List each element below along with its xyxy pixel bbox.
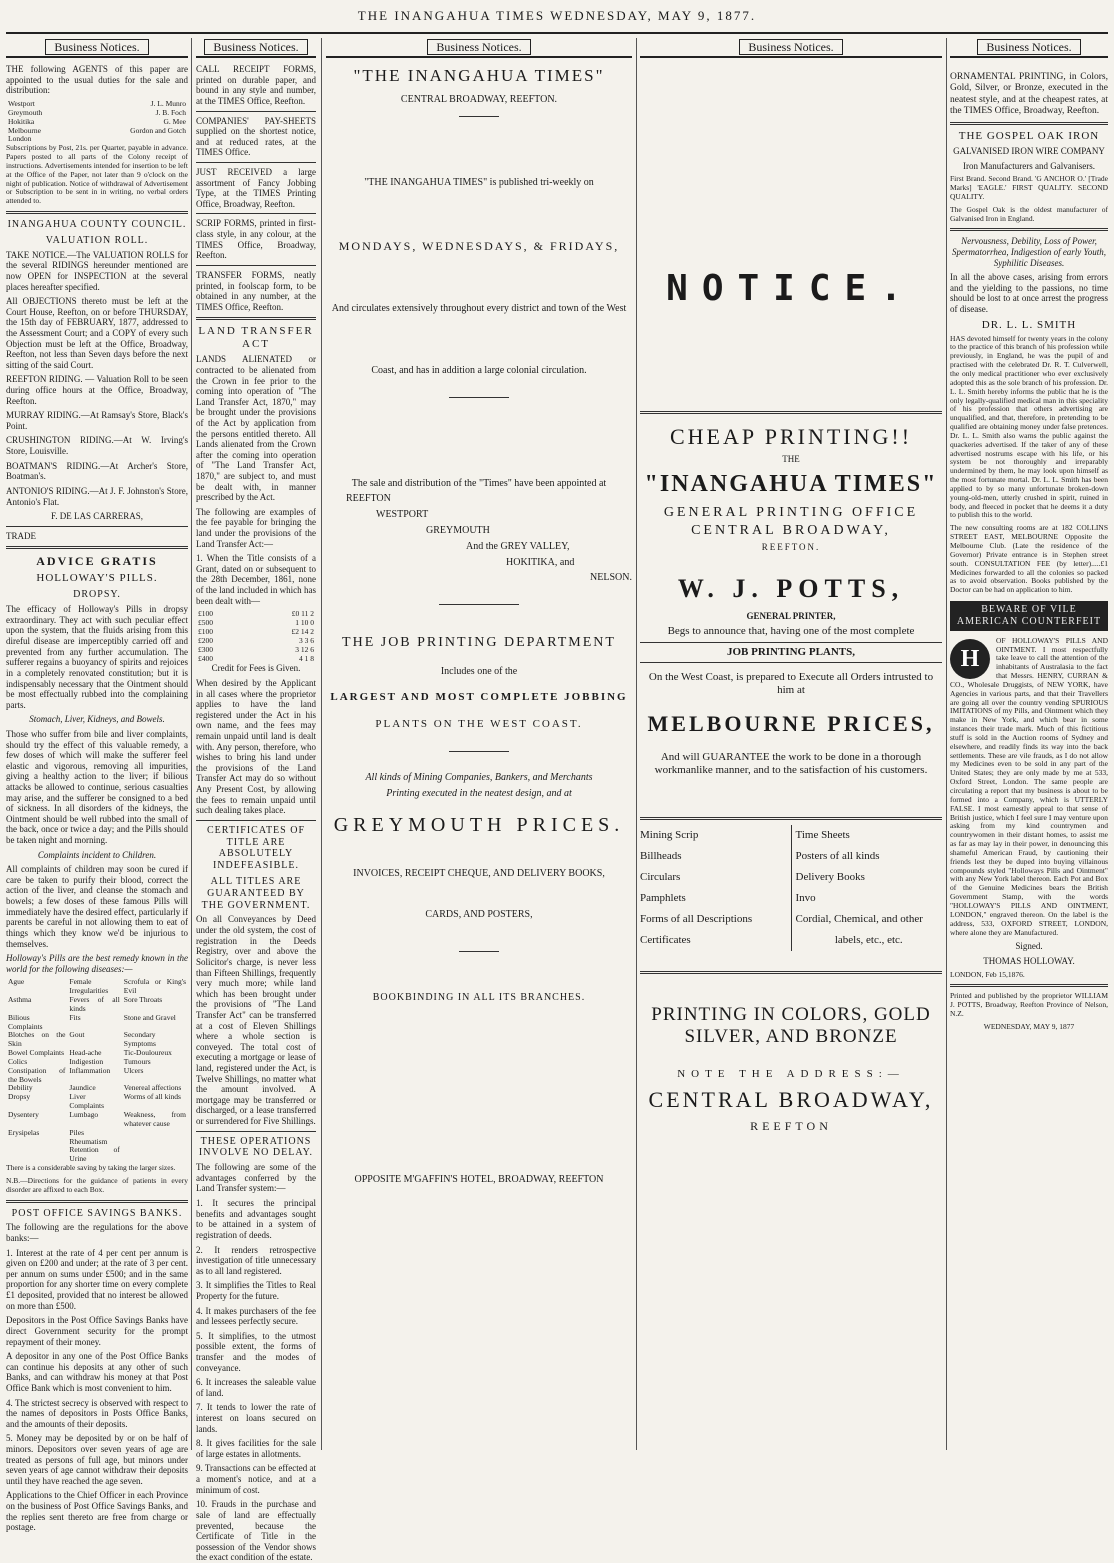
council-title: INANGAHUA COUNTY COUNCIL. xyxy=(7,219,187,231)
section-heading: Business Notices. xyxy=(950,40,1108,58)
divider xyxy=(950,984,1108,987)
trade-mark: TRADE xyxy=(6,530,36,541)
section-heading: Business Notices. xyxy=(640,40,942,58)
largest-text: LARGEST AND MOST COMPLETE JOBBING xyxy=(330,691,628,704)
publication-days: MONDAYS, WEDNESDAYS, & FRIDAYS, xyxy=(338,238,620,253)
table-row: £100 £2 14 2 xyxy=(198,626,314,636)
divider xyxy=(196,213,316,214)
directions-text: N.B.—Directions for the guidance of patients in every disorder are affixed to each Box. xyxy=(6,1175,188,1194)
list-item: labels, etc., etc. xyxy=(834,933,903,946)
oldest-text: The Gospel Oak is the oldest manufacturer of Galvanised Iron in England. xyxy=(950,204,1108,223)
divider xyxy=(196,820,316,821)
table-row: £300 3 12 6 xyxy=(198,644,314,654)
place: GREYMOUTH xyxy=(426,524,490,536)
general-printing: GENERAL PRINTING OFFICE xyxy=(663,504,919,520)
table-row: Constipation of the Bowels Inflammation Ulcers xyxy=(8,1065,144,1084)
stomach-title: Stomach, Liver, Kidneys, and Bowels. xyxy=(29,714,165,725)
divider xyxy=(196,111,316,112)
date-text: LONDON, Feb 15,1876. xyxy=(950,969,1025,979)
table-row: Ague Female Irregularities Scrofula or King's Evil xyxy=(8,977,186,996)
paper-address: CENTRAL BROADWAY, REEFTON. xyxy=(400,94,558,106)
divider xyxy=(196,265,316,266)
children-text: All complaints of children may soon be cured if care be taken to purify their blood, correct the action of the liver, and cleanse the stomach and bowels; a few doses of these famous Pills will immediately have the desired effect, particularly if parents be careful in not allowing them to eat of things which they know we'd be injurious to themselves. xyxy=(6,864,189,949)
circulation-text: And circulates extensively throughout every district and town of the West xyxy=(331,302,627,314)
operation-item: 9. Transactions can be effected at a moment's notice, and at a minimum of cost. xyxy=(196,1463,316,1495)
lta-text: LANDS ALIENATED or contracted to be alienated from the Crown in fee prior to the coming into operation of "The Land Transfer Act, 1870," may be brought under the provisions of the Act by application from the persons entitled thereto. All Lands alienated from the Crown after the coming into operation of "The Land Transfer Act, 1870," are subject to, and must be dealt with, in manner prescribed by the Act. xyxy=(196,354,316,503)
table-row: Bowel Complaints Head-ache Tic-Douloureux xyxy=(8,1048,172,1058)
kinds-text: All kinds of Mining Companies, Bankers, and Merchants xyxy=(365,772,593,784)
holloway-name: THOMAS HOLLOWAY. xyxy=(983,955,1075,966)
printing-text: Printing executed in the neatest design, and at xyxy=(386,788,572,800)
divider xyxy=(6,526,188,527)
smith-text: HAS devoted himself for twenty years in the colony to the practice of this branch of his profession while previously, in England, he was the pupil of and practised with the celebrated Dr. R. T. Culverwell, the only medical practitioner who ever exclusively adopted this as the sole branch of his profession. Dr. L. L. Smith hereby informs the public that he is the only legally-qualified medical man in this speciality of his profession that others advertising are unqualified, and that, therefore, in pretending to be qualified are obtaining money under false pretences. Dr. L. L. Smith also warns the public against the quackeries advertised. If the taker of any of these advertised nostrums escape with his life, or his system be not thoroughly and irreparably undermined by them, he may look upon himself as the most fortunate mortal. Dr. L. L. Smith has been applied to by so many unfortunate broken-down young-old-men, utterly crushed in spirit, ruined in body, and fleeced in pocket that he deems it a duty to publish this to the world. xyxy=(950,333,1108,520)
remedy-text: Holloway's Pills are the best remedy known in the world for the following diseases:— xyxy=(6,953,188,974)
post-title: POST OFFICE SAVINGS BANKS. xyxy=(11,1207,183,1219)
divider xyxy=(196,317,316,320)
riding-item: MURRAY RIDING.—At Ramsay's Store, Black's Point. xyxy=(6,410,188,431)
sale-text: The sale and distribution of the "Times" have been appointed at xyxy=(351,477,607,489)
bookbinding-text: BOOKBINDING IN ALL ITS BRANCHES. xyxy=(372,992,586,1004)
begs-text: Begs to announce that, having one of the most complete xyxy=(667,625,915,638)
column-2 xyxy=(196,40,316,1563)
dropsy-text: The efficacy of Holloway's Pills in dropsy extraordinary. They act with such peculiar effect upon the system, that the fluids arising from this direful disease are imperceptibly carried off and prevented from any further accumulation. The sufferer regains a buoyancy of spirits and rejoices in a completely renovated constitution; but it is indispensably necessary that the Ointment should be most effectually rubbed into the complaining parts. xyxy=(6,604,188,710)
table-row: Debility Jaundice Venereal affections xyxy=(8,1083,182,1093)
nervous-text: In all the above cases, arising from errors and the yielding to the passions, no time should be lost to at once arrest the progress of disease. xyxy=(950,272,1108,315)
table-row: Dropsy Liver Complaints Worms of all kinds xyxy=(8,1092,181,1111)
operations-intro: The following are some of the advantages conferred by the Land Transfer system:— xyxy=(196,1162,316,1194)
column-divider xyxy=(321,38,322,1450)
table-row: £100 £0 11 2 xyxy=(198,609,314,619)
place: And the GREY VALLEY, xyxy=(466,540,570,552)
post-rule: Depositors in the Post Office Savings Banks have direct Government security for the prompt repayment of their money. xyxy=(6,1315,188,1347)
agents-intro: THE following AGENTS of this paper are appointed to the usual duties for the sale and distribution: xyxy=(6,64,188,96)
received-notice: JUST RECEIVED a large assortment of Fancy Jobbing Type, at the TIMES Printing Office, Broadway, Reefton. xyxy=(196,167,316,209)
post-rule: 1. Interest at the rate of 4 per cent per annum is given on £200 and under; at the rate of 3 per cent. per annum on sums under £500; and in the same proportion for any shorter time on every complete £1 deposited, provided that no interest be allowed on more than £500. xyxy=(6,1247,188,1311)
gospel-title: THE GOSPEL OAK IRON xyxy=(958,129,1100,142)
operations-title: THESE OPERATIONS INVOLVE NO DELAY. xyxy=(198,1135,314,1159)
riding-item: CRUSHINGTON RIDING.—At W. Irving's Store, Louisville. xyxy=(6,435,188,457)
masthead: THE INANGAHUA TIMES WEDNESDAY, MAY 9, 1877. xyxy=(357,8,757,23)
list-item: Circulars xyxy=(640,870,681,883)
valuation-title: VALUATION ROLL. xyxy=(45,234,149,246)
column-4 xyxy=(640,40,942,1450)
operation-item: 1. It secures the principal benefits and advantages sought to be attained in a system of registration of deeds. xyxy=(196,1198,316,1240)
operation-item: 7. It tends to lower the rate of interest on loans secured on lands. xyxy=(196,1402,316,1434)
operation-item: 2. It renders retrospective investigation of title unnecessary as to all land registered. xyxy=(196,1244,316,1276)
post-rule: 4. The strictest secrecy is observed with respect to the names of depositors in Posts Office Banks, and the amounts of their deposits. xyxy=(6,1397,188,1429)
table-row: Melbourne Gordon and Gotch xyxy=(8,125,186,135)
ornamental-notice: ORNAMENTAL PRINTING, in Colors, Gold, Silver, or Bronze, executed in the neatest style, and at the cheapest rates, at the TIMES Office, Broadway, Reefton. xyxy=(950,72,1108,116)
table-row: Asthma Fevers of all kinds Sore Throats xyxy=(8,995,163,1013)
list-item: Cordial, Chemical, and other xyxy=(795,912,923,925)
divider xyxy=(640,971,942,974)
list-item: Invo xyxy=(795,891,816,904)
guarantee-text: On all Conveyances by Deed under the old system, the cost of registration in the Deeds Registry, over and above the Solicitor's charge, is never less than Fifteen Shillings, frequently very much more; while land which has been brought under the provisions of "The Land Transfer Act" can be transferred at a cost of Eleven Shillings where a whole section is conveyed. The total cost of executing a mortgage or lease of land, registered under the Act, is Twelve Shillings, no matter what the amount involved. A mortgage may be transferred or discharged, or a lease transferred or surrendered for Five Shillings. xyxy=(196,914,316,1127)
agents-table xyxy=(6,100,188,144)
table-row: Erysipelas Piles xyxy=(8,1127,84,1137)
services-list xyxy=(640,825,942,950)
published-text: "THE INANGAHUA TIMES" is published tri-weekly on xyxy=(364,177,594,188)
credit-title: Credit for Fees is Given. xyxy=(211,663,301,674)
place: NELSON. xyxy=(590,572,632,584)
operation-item: 8. It gives facilities for the sale of large estates in allotments. xyxy=(196,1438,316,1459)
services-right xyxy=(791,825,943,950)
paper-title: "THE INANGAHUA TIMES" xyxy=(353,66,605,86)
call-notice: CALL RECEIPT FORMS, printed on durable paper, and bound in any style and number, at the TIMES Office, Reefton. xyxy=(196,64,316,106)
section-heading: Business Notices. xyxy=(196,40,316,58)
list-item: Pamphlets xyxy=(640,891,686,904)
note-address: NOTE THE ADDRESS:— xyxy=(677,1068,905,1081)
printer-title: GENERAL PRINTER, xyxy=(746,610,836,621)
valuation-text: TAKE NOTICE.—The VALUATION ROLLS for the several RIDINGS hereunder mentioned are now OPEN for INSPECTION at the several places hereafter specified. xyxy=(6,249,188,292)
plants-text: JOB PRINTING PLANTS, xyxy=(640,642,942,663)
table-row: £500 1 10 0 xyxy=(198,618,314,628)
place: REEFTON xyxy=(346,493,391,505)
notice-heading: NOTICE. xyxy=(666,268,916,310)
post-rule: A depositor in any one of the Post Office Banks can continue his deposits at any other of such Banks, and can withdraw his money at that Post Office Bank which is most convenient to him. xyxy=(6,1351,188,1393)
includes-text: Includes one of the xyxy=(440,665,518,677)
place: WESTPORT xyxy=(376,509,429,521)
operation-item: 5. It simplifies, to the utmost possible extent, the forms of transfer and the modes of conveyance. xyxy=(196,1330,316,1373)
central-broadway: CENTRAL BROADWAY, xyxy=(691,523,891,539)
town-text: REEFTON xyxy=(750,1119,832,1134)
list-item: Posters of all kinds xyxy=(795,850,880,863)
coast-text: Coast, and has in addition a large colonial circulation. xyxy=(371,364,587,376)
greymouth-prices: GREYMOUTH PRICES. xyxy=(333,813,625,836)
riding-item: REEFTON RIDING. — Valuation Roll to be seen during office hours at the Office, Broadway, Reefton. xyxy=(6,374,188,406)
table-row: Dysentery Lumbago Weakness, from whatever cause xyxy=(8,1110,186,1128)
saving-text: There is a considerable saving by taking the larger sizes. xyxy=(6,1163,176,1173)
table-row: Rheumatism xyxy=(69,1136,108,1146)
divider xyxy=(6,211,188,214)
operation-item: 3. It simplifies the Titles to Real Property for the future. xyxy=(196,1280,316,1301)
table-row: Hokitika G. Mee xyxy=(8,116,186,126)
divider xyxy=(459,951,499,952)
reefton-text: REEFTON. xyxy=(761,541,821,552)
guarantee-text: And will GUARANTEE the work to be done in a thorough workmanlike manner, and to the satisfaction of his customers. xyxy=(654,751,928,777)
transfer-notice: TRANSFER FORMS, neatly printed, in foolscap form, to be obtained in any number, at the TIMES Office, Reefton. xyxy=(196,269,316,312)
table-row: Greymouth J. B. Foch xyxy=(8,107,186,117)
top-rule xyxy=(6,32,1108,34)
issue-date: WEDNESDAY, MAY 9, 1877 xyxy=(983,1021,1075,1031)
cards-text: CARDS, AND POSTERS, xyxy=(425,909,533,921)
column-1 xyxy=(6,40,189,1533)
list-item: Billheads xyxy=(640,850,682,863)
table-row: Blotches on the Skin Gout Secondary Symptoms xyxy=(8,1030,156,1049)
advice-title: ADVICE GRATIS xyxy=(36,554,158,569)
credit-text: When desired by the Applicant in all cases where the proprietor applies to have the land registered under the Act in his own name, and the fees may remain unpaid until land is dealt with. Any person, therefore, who wishes to bring his land under the provisions of the Land Transfer Act may do so without Any Present Cost, by allowing the fees to remain unpaid until such dealing takes place. xyxy=(196,677,316,816)
children-title: Complaints incident to Children. xyxy=(37,849,157,860)
list-item: Forms of all Descriptions xyxy=(640,912,753,925)
printing-colors: PRINTING IN COLORS, GOLD SILVER, AND BRONZE xyxy=(651,1003,931,1047)
plants-text: PLANTS ON THE WEST COAST. xyxy=(375,718,583,731)
lta-title: LAND TRANSFER ACT xyxy=(198,325,314,351)
riding-item: ANTONIO'S RIDING.—At J. F. Johnston's Store, Antonio's Flat. xyxy=(6,485,188,507)
divider xyxy=(640,411,942,414)
holloway-title: HOLLOWAY'S PILLS. xyxy=(36,572,158,585)
post-rule: 5. Money may be deposited by or on be half of minors. Depositors over seven years of age are treated as persons of full age, but minors under seven years of age cannot withdraw their deposits until they have reached the age seven. xyxy=(6,1433,188,1486)
dropsy-title: DROPSY. xyxy=(73,589,121,601)
potts-name: W. J. POTTS, xyxy=(677,574,905,604)
services-left xyxy=(640,825,787,950)
iron-text: Iron Manufacturers and Galvanisers. xyxy=(963,160,1095,171)
example-1: 1. When the Title consists of a Grant, dated on or subsequent to the 28th December, 1861, none of the land included in which has been dealt with— xyxy=(196,553,316,606)
objections-text: All OBJECTIONS thereto must be left at the Court House, Reefton, on or before THURSDAY, the 15th day of FEBRUARY, 1877, addressed to the Assessment Court; and a COPY of every such Objection must be left at the Office, Broadway, Reefton, not less than Seven days before the next sitting of the said Court. xyxy=(6,296,188,370)
operation-item: 10. Frauds in the purchase and sale of land are effectually prevented, because the Certificate of Title in the possession of the Vendor shows the exact condition of the estate. xyxy=(196,1499,316,1563)
table-row: £400 4 1 8 xyxy=(198,653,314,663)
melbourne-prices: MELBOURNE PRICES, xyxy=(647,711,935,737)
table-row: Bilious Complaints Fits Stone and Gravel xyxy=(8,1012,176,1031)
times-title: "INANGAHUA TIMES" xyxy=(644,471,938,498)
section-heading: Business Notices. xyxy=(326,40,632,58)
column-divider xyxy=(191,38,192,1450)
column-3 xyxy=(326,40,632,1450)
fees-table xyxy=(196,610,316,663)
certificates-title: CERTIFICATES OF TITLE ARE ABSOLUTELY INDEFEASIBLE. xyxy=(206,824,306,872)
examples-text: The following are examples of the fee payable for bringing the land under the provisions of the Land Transfer Act:— xyxy=(196,506,316,549)
onthe-text: On the West Coast, is prepared to Execute all Orders intrusted to him at xyxy=(648,671,934,697)
operation-item: 6. It increases the saleable value of land. xyxy=(196,1377,316,1398)
column-divider xyxy=(636,38,637,1450)
divider xyxy=(196,1131,316,1132)
divider xyxy=(6,1200,188,1203)
table-row: London xyxy=(8,134,32,144)
column-5 xyxy=(950,40,1108,1450)
table-row: Westport J. L. Munro xyxy=(8,98,186,108)
place: HOKITIKA, and xyxy=(506,556,575,568)
riding-item: BOATMAN'S RIDING.—At Archer's Store, Boatman's. xyxy=(6,460,188,482)
galvanised-title: GALVANISED IRON WIRE COMPANY xyxy=(953,145,1105,156)
list-item: Mining Scrip xyxy=(640,829,699,842)
divider xyxy=(950,122,1108,125)
holloway-seal-icon: H xyxy=(950,639,990,679)
rooms-text: The new consulting rooms are at 182 COLLINS STREET EAST, MELBOURNE Opposite the Melbourne Club. (Late the residence of the Governor) Private entrance is in Stephen street south. CONSULTATION FEE (by letter).....£1 Medicines forwarded to all the colonies so packed as to avoid observation. Books published by the Doctor can be had on application to him. xyxy=(950,523,1108,595)
divider xyxy=(950,228,1108,231)
nervous-title: Nervousness, Debility, Loss of Power, Spermatorrhea, Indigestion of early Youth, Syphilitic Diseases. xyxy=(951,236,1106,268)
divider xyxy=(449,397,509,398)
smith-title: DR. L. L. SMITH xyxy=(981,318,1077,331)
guarantee-title: ALL TITLES ARE GUARANTEED BY THE GOVERNMENT. xyxy=(201,876,311,911)
companies-notice: COMPANIES' PAY-SHEETS supplied on the shortest notice, and at reduced rates, at the TIMES Office. xyxy=(196,115,316,158)
operation-item: 4. It makes purchasers of the fee and lessees perfectly secure. xyxy=(196,1305,316,1327)
holloway-notice: H OF HOLLOWAY'S PILLS AND OINTMENT. I most respectfully take leave to call the attention of the inhabitants of Australasia to the fact that Messrs. HENRY, CURRAN & CO., Wholesale Druggists, of NEW YORK, have Agencies in various parts, and that their Travellers are going all over the country vending SPURIOUS IMITATIONS of my Pills, and Ointment which they make in New York, and which bear in some instances their trade mark. Much of this fictitious stuff is sold in the Auction rooms of Sydney and elsewhere, and readily finds its way into the back settlements. These are vile frauds, as I do not allow my Medicines even to be sold in any part of the United States; they are only made by me at 533, Oxford Street, London. The same people are circulating a report that my business is about to be formed into a Company, which is UTTERLY FALSE. I most earnestly appeal to that sense of British justice, which I feel sure I may venture upon asking from my kind countrymen and countrywomen in their distant homes, to assist me as far as may lay in their power, in denouncing this shameful American Fraud, by cautioning their friends lest they be duped into buying villainous compounds styled "Holloways Pills and Ointment" with any New York label thereon. Each Pot and Box of the Genuine Medicines bears the British Government Stamp, with the words "HOLLOWAY'S PILLS AND OINTMENT, LONDON," engraved thereon. On the label is the address, 533, OXFORD STREET, LONDON, where alone they are Manufactured. xyxy=(950,635,1108,937)
table-row: Colics Indigestion Tumours xyxy=(8,1056,151,1066)
subscriptions-text: Subscriptions by Post, 21s. per Quarter, payable in advance. Papers posted to all parts of the Colony receipt of instructions. Advertisements intended for insertion to be left at the Office of the Paper, not later than 9 o'clock on the night of publication. Notice of withdrawal of Advertisement or Subscription to be sent in in writing, no verbal orders attended to. xyxy=(6,143,188,206)
job-printing-title: THE JOB PRINTING DEPARTMENT xyxy=(342,635,616,651)
signed-text: Signed. xyxy=(1015,941,1043,952)
brand-text: First Brand. Second Brand. 'G ANCHOR O.' [Trade Marks] 'EAGLE.' FIRST QUALITY. SECOND QUALITY. xyxy=(950,174,1108,201)
post-intro: The following are the regulations for the above banks:— xyxy=(6,1222,188,1244)
scrip-notice: SCRIP FORMS, printed in first-class style, in any colour, at the TIMES Office, Broadway, Reefton. xyxy=(196,218,316,261)
diseases-table xyxy=(6,978,188,1164)
beware-banner: BEWARE OF VILE AMERICAN COUNTERFEIT xyxy=(950,601,1108,631)
divider xyxy=(6,546,188,549)
the-text: THE xyxy=(782,453,800,464)
opposite-text: OPPOSITE M'GAFFIN'S HOTEL, BROADWAY, REEFTON xyxy=(354,1173,604,1185)
stomach-text: Those who suffer from bile and liver complaints, should try the effect of this valuable remedy, a few doses of which will make the sufferer feel elastic and vigorous, removing all impurities, giving a healthy action to the liver; if bilious attacks be allowed to continue, serious casualties may arise, and the sufferer be consigned to a bed of sickness. In all disorders of the kidneys, the Ointment should be well rubbed into the small of the back, once or twice a day; and the Pills should be taken night and morning. xyxy=(6,728,188,846)
table-row: £200 3 3 6 xyxy=(198,635,314,645)
divider xyxy=(196,162,316,163)
list-item: Delivery Books xyxy=(795,870,865,883)
list-item: Certificates xyxy=(640,933,691,946)
printed-text: Printed and published by the proprietor WILLIAM J. POTTS, Broadway, Reefton Province of Nelson, N.Z. xyxy=(950,991,1108,1019)
column-divider xyxy=(946,38,947,1450)
invoices-text: INVOICES, RECEIPT CHEQUE, AND DELIVERY BOOKS, xyxy=(353,867,605,879)
divider xyxy=(459,116,499,117)
signature: F. DE LAS CARRERAS, xyxy=(50,511,144,522)
section-heading: Business Notices. xyxy=(6,40,188,58)
divider xyxy=(449,751,509,752)
address-text: CENTRAL BROADWAY, xyxy=(648,1087,934,1113)
table-row: Retention of Urine xyxy=(69,1145,120,1164)
divider xyxy=(640,817,942,820)
post-rule: Applications to the Chief Officer in each Province on the business of Post Office Savings Banks, and the replies sent thereto are free from charge or postage. xyxy=(6,1490,188,1533)
cheap-printing: CHEAP PRINTING!! xyxy=(669,423,913,449)
list-item: Time Sheets xyxy=(795,829,850,842)
divider xyxy=(439,604,519,605)
